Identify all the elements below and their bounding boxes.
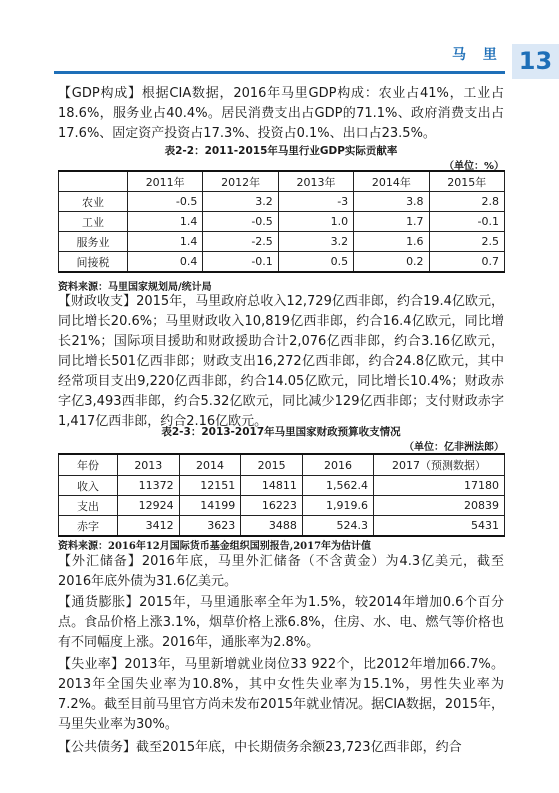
table-cell: 1.7 bbox=[354, 212, 429, 232]
table-row bbox=[59, 232, 505, 252]
table-cell: -2.5 bbox=[203, 232, 278, 252]
table-cell: 3.2 bbox=[203, 192, 278, 212]
table-cell: 14811 bbox=[241, 476, 303, 496]
paragraph-reserve: 【外汇储备】2016年底，马里外汇储备（不含黄金）为4.3亿美元，截至2016年底外债为31.6亿美元。 bbox=[58, 554, 504, 589]
table-header-cell: 2011年 bbox=[128, 171, 203, 192]
table-cell: 14199 bbox=[179, 496, 241, 516]
table-cell: 17180 bbox=[374, 476, 505, 496]
table-cell: 524.3 bbox=[302, 516, 373, 537]
table-header-cell: 2015 bbox=[241, 454, 303, 476]
table-cell: 1,562.4 bbox=[302, 476, 373, 496]
table-cell: 3.8 bbox=[354, 192, 429, 212]
paragraph-debt: 【公共债务】截至2015年底，中长期债务余额23,723亿西非郎，约合 bbox=[58, 740, 462, 755]
paragraph-unemployment: 【失业率】2013年，马里新增就业岗位33 922个，比2012年增加66.7%。2013年全国失业率为10.8%，其中女性失业率为15.1%，男性失业率为7.2%。截至目前马里官方尚未发布2015年就业情况。据CIA数据，2015年，马里失业率为30%。 bbox=[58, 657, 504, 732]
table-row bbox=[59, 496, 505, 516]
table-cell: 1.0 bbox=[278, 212, 353, 232]
table-header-cell: 2016 bbox=[302, 454, 373, 476]
table-cell: 2.8 bbox=[429, 192, 504, 212]
table-row bbox=[59, 516, 505, 537]
table-header-cell: 2012年 bbox=[203, 171, 278, 192]
row-label: 赤字 bbox=[59, 516, 118, 537]
table1-source: 资料来源：马里国家规划局/统计局 bbox=[58, 282, 212, 293]
table-header-cell: 2013年 bbox=[278, 171, 353, 192]
row-label: 间接税 bbox=[59, 252, 128, 273]
table-row bbox=[59, 252, 505, 273]
table-cell: 1.4 bbox=[128, 212, 203, 232]
table-cell: -0.1 bbox=[203, 252, 278, 273]
table-header-row bbox=[59, 454, 505, 476]
table-cell: 1.6 bbox=[354, 232, 429, 252]
table-cell: 3412 bbox=[118, 516, 180, 537]
paragraph-finance: 【财政收支】2015年，马里政府总收入12,729亿西非郎，约合19.4亿欧元，同比增长20.6%；马里财政收入10,819亿西非郎，约合16.4亿欧元，同比增长21%；国际项目援助和财政援助合计2,076亿西非郎，约合3.16亿欧元，同比增长501亿西非郎；财政支出16,272亿西非郎，约合24.8亿欧元，其中经常项目支出9,220亿西非郎，约合14.05亿欧元，同比增长10.4%；财政赤字亿3,493西非郎，约合5.32亿欧元，同比减少129亿西非郎；支付财政赤字1,417亿西非郎，约合2.16亿欧元。 bbox=[58, 294, 504, 429]
table2-unit: （单位：亿非洲法郎） bbox=[404, 442, 504, 453]
table-cell: -3 bbox=[278, 192, 353, 212]
table-cell: 12151 bbox=[179, 476, 241, 496]
page-number: 13 bbox=[512, 44, 559, 79]
header-rule bbox=[54, 71, 505, 74]
table-row bbox=[59, 192, 505, 212]
table-row bbox=[59, 476, 505, 496]
table-header-cell: 2017（预测数据） bbox=[374, 454, 505, 476]
table-cell: -0.5 bbox=[128, 192, 203, 212]
row-label: 服务业 bbox=[59, 232, 128, 252]
table-row bbox=[59, 212, 505, 232]
row-label: 工业 bbox=[59, 212, 128, 232]
table-cell: -0.1 bbox=[429, 212, 504, 232]
table-cell: -0.5 bbox=[203, 212, 278, 232]
table-cell: 3623 bbox=[179, 516, 241, 537]
table2-source: 资料来源：2016年12月国际货币基金组织国别报告,2017年为估计值 bbox=[58, 541, 372, 552]
table-cell: 12924 bbox=[118, 496, 180, 516]
table-cell: 2.5 bbox=[429, 232, 504, 252]
table-cell: 3.2 bbox=[278, 232, 353, 252]
row-label: 支出 bbox=[59, 496, 118, 516]
table-header-cell: 年份 bbox=[59, 454, 118, 476]
header-country: 马 里 bbox=[452, 47, 503, 63]
table-budget bbox=[58, 453, 505, 537]
table1-unit: （单位：%） bbox=[443, 161, 504, 172]
table2-caption: 表2-3：2013-2017年马里国家财政预算收支情况 bbox=[161, 426, 401, 438]
table-header-cell: 2013 bbox=[118, 454, 180, 476]
table-cell: 0.5 bbox=[278, 252, 353, 273]
table-cell: 0.4 bbox=[128, 252, 203, 273]
table-header-cell: 2015年 bbox=[429, 171, 504, 192]
table-cell: 1,919.6 bbox=[302, 496, 373, 516]
row-label: 农业 bbox=[59, 192, 128, 212]
paragraph-gdp: 【GDP构成】根据CIA数据，2016年马里GDP构成：农业占41%，工业占18.6%，服务业占40.4%。居民消费支出占GDP的71.1%、政府消费支出占17.6%、固定资产投资占17.3%、投资占0.1%、出口占23.5%。 bbox=[58, 86, 504, 141]
table-header-cell: 2014 bbox=[179, 454, 241, 476]
table-cell: 3488 bbox=[241, 516, 303, 537]
table-gdp-contribution bbox=[58, 170, 505, 273]
table-cell: 11372 bbox=[118, 476, 180, 496]
table-cell: 20839 bbox=[374, 496, 505, 516]
row-label: 收入 bbox=[59, 476, 118, 496]
table-header-cell bbox=[59, 171, 128, 192]
table-cell: 0.2 bbox=[354, 252, 429, 273]
table-cell: 5431 bbox=[374, 516, 505, 537]
table-header-row bbox=[59, 171, 505, 192]
paragraph-inflation: 【通货膨胀】2015年，马里通胀率全年为1.5%，较2014年增加0.6个百分点。食品价格上涨3.1%，烟草价格上涨6.8%，住房、水、电、燃气等价格也有不同幅度上涨。2016年，通胀率为2.8%。 bbox=[58, 595, 504, 650]
table-header-cell: 2014年 bbox=[354, 171, 429, 192]
table-cell: 1.4 bbox=[128, 232, 203, 252]
table-cell: 16223 bbox=[241, 496, 303, 516]
table-cell: 0.7 bbox=[429, 252, 504, 273]
table1-caption: 表2-2：2011-2015年马里行业GDP实际贡献率 bbox=[164, 145, 398, 157]
